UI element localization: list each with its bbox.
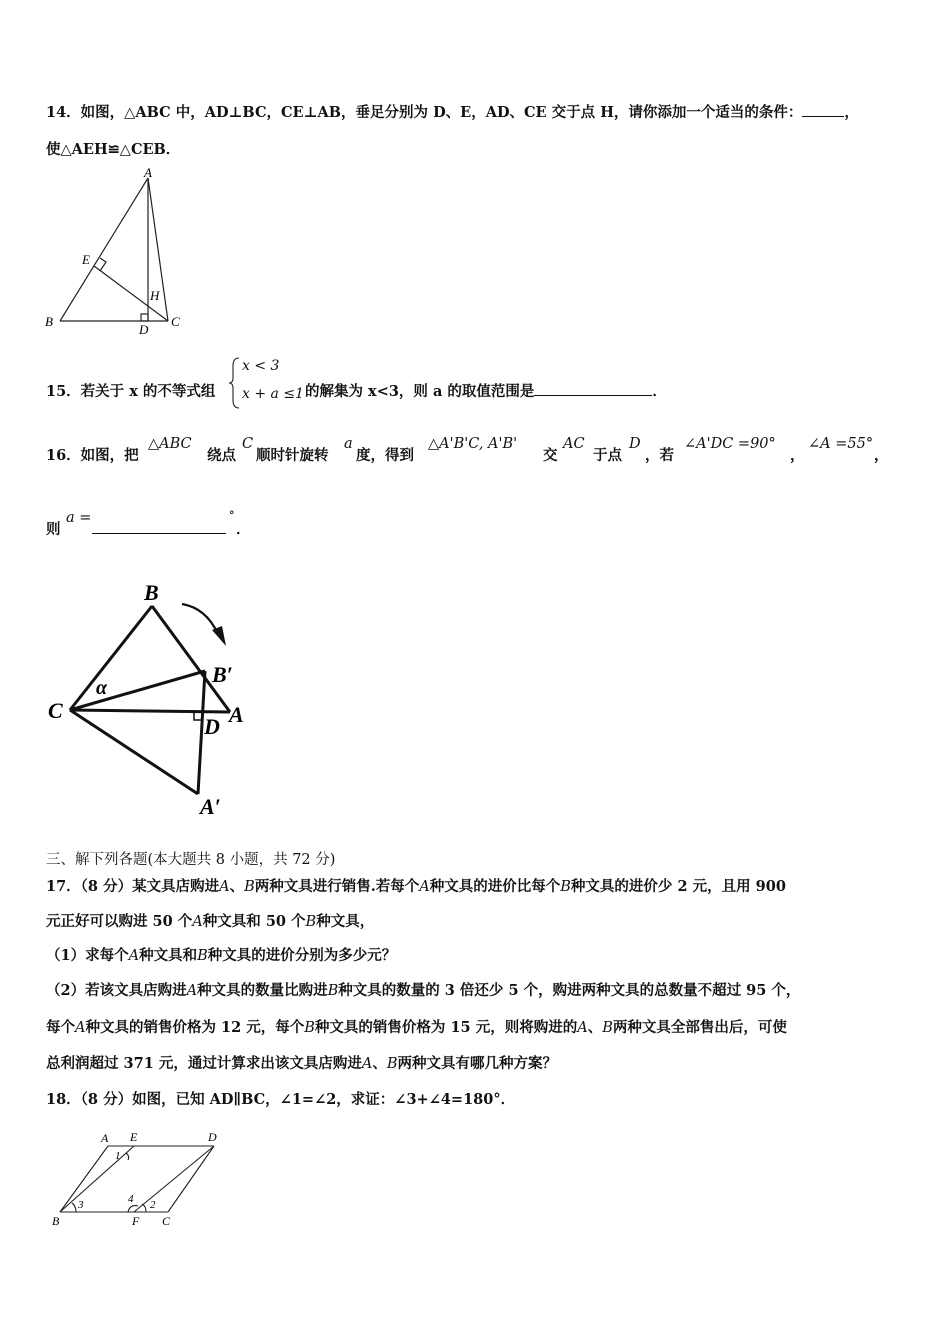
q16-angle-a55: ∠A =55° (808, 436, 874, 452)
q17-line1: 17．（8 分）某文具店购进A、B两种文具进行销售.若每个A种文具的进价比每个B种文具的进价少 2 元，且用 900 (46, 878, 786, 895)
q16-segment-ac: AC (563, 436, 585, 452)
q16-text-degrees: 度，得到 (356, 447, 414, 464)
q16-label-c: C (48, 698, 63, 723)
q16-triangle-abc: △ABC (148, 436, 192, 452)
q15-answer-blank[interactable] (534, 395, 652, 396)
q14-answer-blank[interactable] (802, 116, 844, 117)
q14-line2: 使△AEH≌△CEB． (46, 141, 181, 158)
q18-angle-1: 1 (115, 1150, 121, 1162)
q14-label-b: B (45, 314, 53, 329)
q18-text: 18．（8 分）如图，已知 AD∥BC，∠1=∠2，求证：∠3+∠4=180°． (46, 1091, 516, 1108)
q16-angle-adc: ∠A'DC =90° (684, 436, 776, 452)
q18-label-a: A (101, 1131, 109, 1145)
q15-system-line2: x + a ≤1 (242, 386, 304, 402)
q16-point-d: D (629, 436, 641, 452)
q16-label-d: D (204, 714, 220, 739)
q14-line1: 14．如图，△ABC 中，AD⊥BC，CE⊥AB，垂足分别为 D、E，AD、CE 交于点 H，请你添加一个适当的条件： ， (46, 104, 859, 121)
q16-text-if: ，若 (645, 447, 674, 464)
q17-part2-line2: 每个A种文具的销售价格为 12 元，每个B种文具的销售价格为 15 元，则将购进的A、B两种文具全部售出后，可使 (46, 1019, 787, 1036)
q16-degree-sign: ° (229, 509, 235, 522)
q17-part2-line3: 总利润超过 371 元，通过计算求出该文具店购进A、B两种文具有哪几种方案？ (46, 1055, 558, 1072)
q18-figure (46, 1126, 236, 1230)
q16-label-b: B (144, 580, 159, 605)
q16-then: 则 (46, 521, 61, 538)
section-header: 三、解下列各题(本大题共 8 小题，共 72 分) (46, 852, 336, 868)
q18-label-d: D (208, 1130, 217, 1144)
q16-answer-blank[interactable] (92, 533, 226, 534)
q17-part1: （1）求每个A种文具和B种文具的进价分别为多少元？ (46, 947, 397, 964)
q16-label-a: A (229, 702, 244, 727)
q15-brace (227, 356, 241, 410)
q16-label-a-prime: A′ (200, 794, 221, 819)
q16-answer-line (92, 520, 226, 540)
q18-label-c: C (162, 1214, 171, 1228)
q18-angle-2: 2 (150, 1199, 156, 1211)
q14-label-c: C (171, 314, 180, 329)
q16-triangle-prime: △A'B'C, A'B' (428, 436, 518, 452)
q16-period: ． (236, 521, 251, 538)
q16-label-alpha: α (96, 677, 108, 699)
q14-label-a: A (144, 168, 152, 180)
q16-num: 16．如图，把 (46, 447, 139, 464)
q16-figure (40, 572, 280, 820)
q16-text-clockwise: 顺时针旋转 (256, 447, 329, 464)
q17-part2-line1: （2）若该文具店购进A种文具的数量比购进B种文具的数量的 3 倍还少 5 个，购进两种文具的总数量不超过 95 个， (46, 982, 801, 999)
q14-label-d: D (139, 322, 149, 337)
q14-label-e: E (82, 252, 90, 267)
q15-line: 15．若关于 x 的不等式组 (46, 383, 216, 400)
q18-angle-4: 4 (128, 1193, 134, 1205)
q15-system-line1: x < 3 (242, 358, 280, 374)
q16-text-at: 于点 (593, 447, 622, 464)
q14-figure (40, 168, 200, 340)
q18-label-e: E (130, 1130, 138, 1144)
q16-text-meet: 交 (543, 447, 558, 464)
q16-a-equals: a = (66, 510, 92, 526)
q16-comma2: ， (874, 447, 889, 464)
q16-point-c: C (242, 436, 254, 452)
q15-line-rest: 的解集为 x<3，则 a 的取值范围是 ． (305, 383, 667, 400)
q16-text-rotate-about: 绕点 (207, 447, 236, 464)
q18-label-b: B (52, 1214, 60, 1228)
q18-label-f: F (132, 1214, 140, 1228)
q16-label-b-prime: B′ (212, 662, 233, 687)
q17-line2: 元正好可以购进 50 个A种文具和 50 个B种文具， (46, 913, 375, 930)
q16-angle-a: a (344, 436, 353, 452)
q18-angle-3: 3 (78, 1199, 84, 1211)
q16-comma1: ， (790, 447, 805, 464)
q14-label-h: H (150, 288, 160, 303)
